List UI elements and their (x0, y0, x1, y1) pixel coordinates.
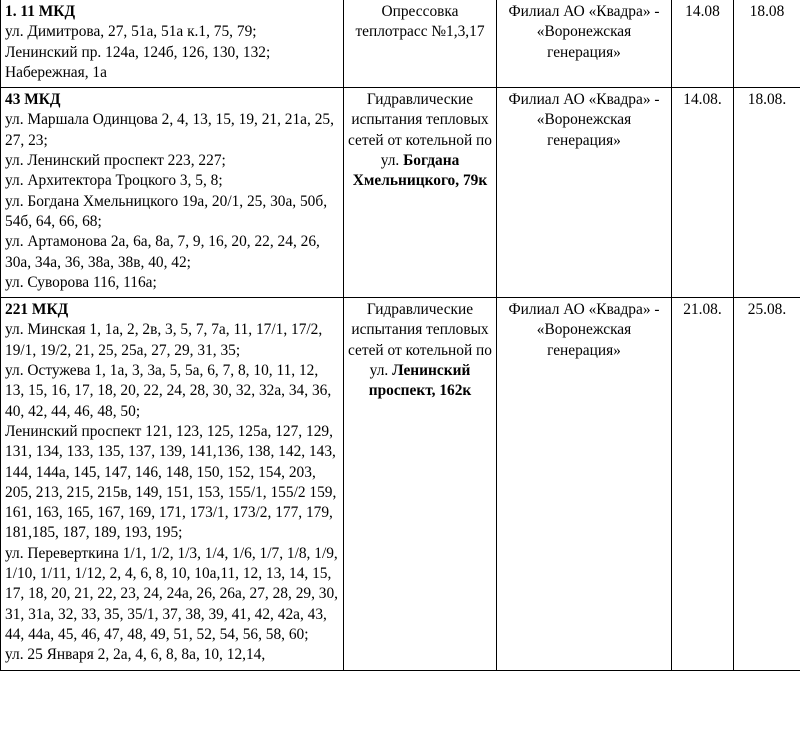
organization-cell (497, 88, 672, 298)
table-row (1, 298, 800, 670)
addresses-cell (1, 298, 344, 670)
work-type-cell (344, 298, 497, 670)
address-line: ул. Ленинский проспект 223, 227; (5, 152, 226, 170)
start-date-cell (672, 0, 734, 88)
address-line: ул. Минская 1, 1а, 2, 2в, 3, 5, 7, 7а, 11, 17/1, 17/2, 19/1, 19/2, 21, 25, 25а, 27, 29, 31, 35; (5, 321, 323, 359)
address-line: ул. Остужева 1, 1а, 3, 3а, 5, 5а, 6, 7, 8, 10, 11, 12, 13, 15, 16, 17, 18, 20, 22, 24, 28, 30, 32, 32а, 34, 36, 40, 42, 44, 46, 48, 50; (5, 362, 332, 420)
work-type-cell (344, 88, 497, 298)
address-line: ул. Переверткина 1/1, 1/2, 1/3, 1/4, 1/6, 1/7, 1/8, 1/9, 1/10, 1/11, 1/12, 2, 4, 6, 8, 10, 10а,11, 12, 13, 14, 15, 17, 18, 20, 21, 22, 23, 24, 24а, 26, 26а, 27, 28, 29, 30, 31, 31а, 32, 33, 35, 35/1, 37, 38, 39, 41, 42, 42а, 43, 44, 44а, 45, 46, 47, 48, 49, 51, 52, 54, 56, 58, 60; (5, 544, 339, 643)
addresses-cell (1, 88, 344, 298)
work-description: Гидравлические испытания тепловых сетей от котельной по ул. (348, 91, 492, 170)
end-date: 25.08. (747, 301, 787, 319)
building-count-header: 221 МКД (5, 301, 69, 319)
organization-name: Филиал АО «Квадра» - «Воронежская генерация» (508, 3, 660, 61)
addresses-cell (1, 0, 344, 88)
address-line: ул. Богдана Хмельницкого 19а, 20/1, 25, 30а, 50б, 54б, 64, 66, 68; (5, 192, 328, 230)
organization-name: Филиал АО «Квадра» - «Воронежская генерация» (508, 301, 660, 359)
address-line: Набережная, 1а (5, 63, 107, 81)
organization-cell (497, 0, 672, 88)
end-date-cell (734, 0, 800, 88)
address-line: ул. Архитектора Троцкого 3, 5, 8; (5, 172, 223, 190)
address-line: ул. 25 Января 2, 2а, 4, 6, 8, 8а, 10, 12,14, (5, 646, 266, 664)
work-description: Гидравлические испытания тепловых сетей от котельной по ул. (348, 301, 492, 380)
address-line: Ленинский проспект 121, 123, 125, 125а, 127, 129, 131, 134, 133, 135, 137, 139, 141,136, 138, 142, 143, 144, 144а, 145, 147, 146, 148, 150, 152, 154, 203, 205, 213, 215, 215в, 149, 151, 153, 155/1, 155/2 159, 161, 163, 165, 167, 169, 171, 173/1, 173/2, 177, 179, 181,185, 187, 189, 193, 195; (5, 422, 337, 542)
start-date: 14.08. (683, 91, 722, 109)
start-date-cell (672, 88, 734, 298)
address-line: ул. Димитрова, 27, 51а, 51а к.1, 75, 79; (5, 23, 257, 41)
end-date: 18.08 (749, 3, 785, 20)
organization-cell (497, 298, 672, 670)
end-date-cell (734, 298, 800, 670)
organization-name: Филиал АО «Квадра» - «Воронежская генерация» (508, 91, 660, 149)
start-date: 21.08. (683, 301, 722, 319)
boiler-house-address: Ленинский проспект, 162к (368, 362, 472, 400)
address-line: ул. Суворова 116, 116а; (5, 273, 157, 291)
address-line: ул. Маршала Одинцова 2, 4, 13, 15, 19, 21, 21а, 25, 27, 23; (5, 111, 334, 149)
end-date: 18.08. (747, 91, 787, 109)
address-line: Ленинский пр. 124а, 124б, 126, 130, 132; (5, 43, 271, 61)
boiler-house-address: Богдана Хмельницкого, 79к (352, 152, 488, 190)
work-description: Опрессовка теплотрасс №1,3,17 (355, 3, 485, 41)
building-count-header: 1. 11 МКД (5, 3, 76, 20)
end-date-cell (734, 88, 800, 298)
start-date: 14.08 (685, 3, 720, 20)
table-row (1, 0, 800, 88)
start-date-cell (672, 298, 734, 670)
work-type-cell (344, 0, 497, 88)
address-line: ул. Артамонова 2а, 6а, 8а, 7, 9, 16, 20, 22, 24, 26, 30а, 34а, 36, 38а, 38в, 40, 42; (5, 233, 320, 271)
table-row (1, 88, 800, 298)
building-count-header: 43 МКД (5, 91, 61, 109)
